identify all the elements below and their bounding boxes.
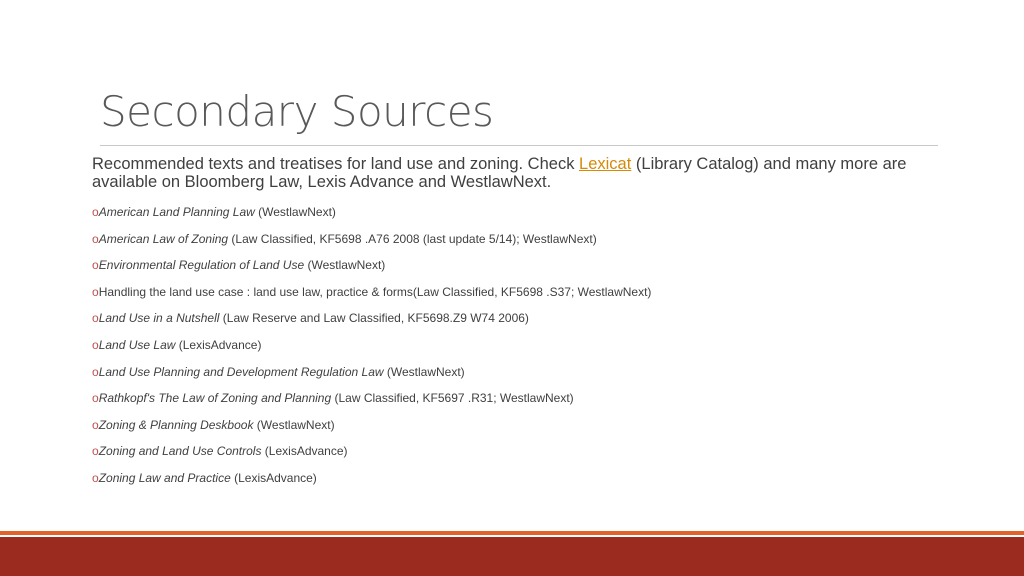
list-item: [92, 442, 651, 469]
bullet-marker: o: [92, 391, 99, 406]
intro-paragraph: [92, 155, 932, 191]
list-item: [92, 389, 651, 416]
bullet-marker: o: [92, 311, 99, 326]
item-title: Land Use Planning and Development Regulation Law: [98, 364, 384, 379]
item-detail: (WestlawNext): [383, 364, 465, 379]
intro-text: Recommended texts and treatises for land use and zoning. Check: [92, 155, 580, 173]
list-item: [92, 336, 651, 363]
item-title: Zoning & Planning Deskbook: [98, 417, 254, 432]
item-title: Zoning Law and Practice: [98, 470, 231, 485]
bullet-marker: o: [92, 258, 99, 273]
title-divider: [100, 145, 938, 146]
item-detail: (LexisAdvance): [175, 337, 262, 352]
list-item: [92, 230, 651, 257]
bullet-marker: o: [92, 470, 99, 485]
list-item: [92, 469, 651, 496]
item-title: Land Use Law: [98, 337, 176, 352]
item-detail: (Law Classified, KF5698 .A76 2008 (last update 5/14); WestlawNext): [228, 231, 597, 246]
item-title: Environmental Regulation of Land Use: [98, 258, 305, 273]
item-title: Land Use in a Nutshell: [98, 311, 220, 326]
footer-bar: [0, 537, 1024, 576]
item-detail: (Law Reserve and Law Classified, KF5698.Z9 W74 2006): [219, 311, 529, 326]
item-title: Rathkopf's The Law of Zoning and Planning: [98, 391, 332, 406]
item-detail: (WestlawNext): [253, 417, 335, 432]
slide-title: Secondary Sources: [100, 87, 494, 136]
item-detail: (WestlawNext): [254, 205, 336, 219]
item-detail: (WestlawNext): [304, 258, 386, 273]
bullet-marker: o: [92, 337, 99, 352]
item-detail: Handling the land use case : land use law, practice & forms(Law Classified, KF5698 .S37; WestlawNext): [98, 284, 652, 299]
bullet-marker: o: [92, 231, 99, 246]
list-item: [92, 256, 651, 283]
source-list: [92, 203, 651, 496]
bullet-marker: o: [92, 284, 99, 299]
list-item: [92, 283, 651, 310]
item-detail: (Law Classified, KF5697 .R31; WestlawNext): [331, 391, 574, 406]
list-item: [92, 203, 651, 230]
intro-suffix: (Library Catalog) and many more are available on Bloomberg Law, Lexis Advance and WestlawNext.: [92, 155, 907, 191]
list-item: [92, 309, 651, 336]
item-title: Zoning and Land Use Controls: [98, 444, 262, 459]
list-item: [92, 363, 651, 390]
list-item: [92, 416, 651, 443]
footer-accent-line: [0, 531, 1024, 535]
bullet-marker: o: [92, 444, 99, 459]
bullet-marker: o: [92, 364, 99, 379]
item-detail: (LexisAdvance): [261, 444, 348, 459]
bullet-marker: o: [92, 417, 99, 432]
item-title: American Land Planning Law: [98, 205, 255, 219]
item-title: American Law of Zoning: [98, 231, 229, 246]
bullet-marker: o: [92, 205, 99, 219]
lexicat-link[interactable]: Lexicat: [579, 155, 632, 173]
item-detail: (LexisAdvance): [230, 470, 317, 485]
